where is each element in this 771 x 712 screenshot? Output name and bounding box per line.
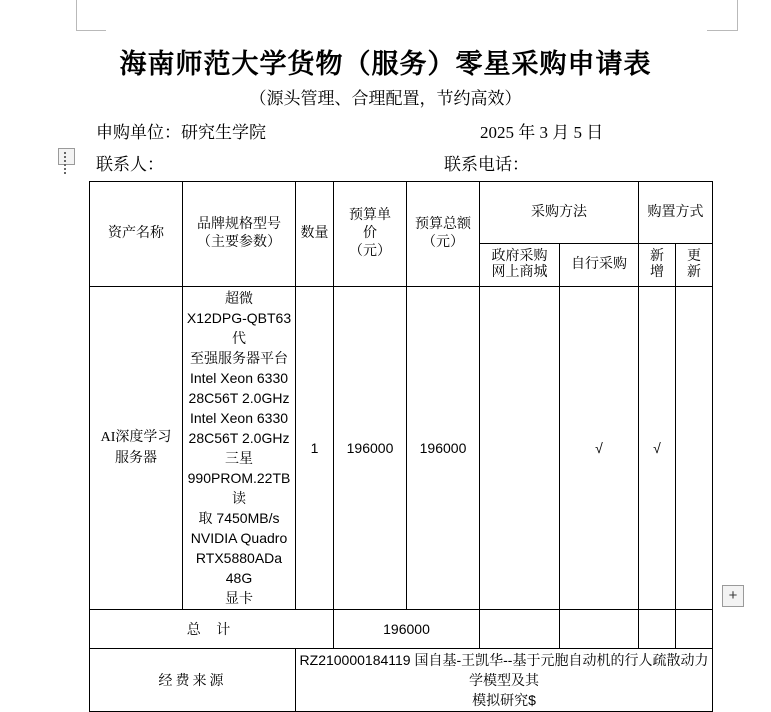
drag-dots-icon (64, 152, 69, 163)
contact-row (96, 150, 716, 176)
add-row-button[interactable]: + (722, 585, 744, 607)
header-gov-online-mall-line2: 网上商城 (491, 265, 548, 280)
header-unit-budget-line3: （元） (349, 244, 391, 259)
spec-line-3: 至强服务器平台 (190, 350, 288, 366)
header-total-budget (407, 182, 480, 287)
applicant-unit (96, 118, 266, 143)
header-gov-online-mall-line1: 政府采购 (491, 249, 548, 264)
funding-source-value-line2: 模拟研究$ (472, 692, 536, 708)
table-total-row (90, 610, 713, 649)
cell-self-purchase: √ (560, 287, 639, 610)
header-new (639, 244, 676, 287)
header-unit-budget-line2: 价 (363, 226, 377, 241)
cell-unit-price: 196000 (334, 287, 407, 610)
application-date: 2025 年 3 月 5 日 (480, 123, 604, 142)
spec-line-4: Intel Xeon 6330 (189, 370, 289, 386)
cell-gov-online-mall (480, 287, 560, 610)
cell-asset-name-line1: AI深度学习 (100, 430, 172, 445)
purchase-table (89, 181, 713, 712)
header-quantity: 数量 (296, 182, 334, 287)
funding-source-value (296, 649, 713, 712)
funding-source-value-line1: RZ210000184119 国自基-王凯华--基于元胞自动机的行人疏散动力学模型及其 (299, 652, 709, 688)
spec-line-5: 28C56T 2.0GHz (188, 390, 290, 406)
spec-line-11: NVIDIA Quadro (190, 530, 288, 546)
funding-source-label: 经费来源 (90, 649, 296, 712)
spec-line-13: 显卡 (225, 590, 253, 606)
total-renew (676, 610, 713, 649)
header-brand-spec (183, 182, 296, 287)
spec-line-7: 28C56T 2.0GHz (188, 430, 290, 446)
page-guide-top-left-horizontal (76, 30, 106, 31)
spec-line-10: 取 7450MB/s (198, 510, 280, 526)
table-row (90, 287, 713, 610)
page-title: 海南师范大学货物（服务）零星采购申请表 (119, 49, 652, 79)
contact-person-label: 联系人： (96, 155, 164, 174)
header-new-line2: 增 (650, 265, 664, 280)
page-subtitle: （源头管理、合理配置，节约高效） (249, 89, 522, 108)
total-label: 总 计 (90, 610, 334, 649)
header-brand-spec-line2: （主要参数） (197, 235, 281, 250)
page-guide-top-right-horizontal (707, 30, 738, 31)
spec-line-6: Intel Xeon 6330 (189, 410, 289, 426)
contact-phone-label: 联系电话： (444, 155, 529, 174)
total-new (639, 610, 676, 649)
header-renew-line2: 新 (687, 265, 701, 280)
table-funding-source-row (90, 649, 713, 712)
table-move-handle[interactable] (58, 148, 75, 165)
header-brand-spec-line1: 品牌规格型号 (197, 217, 281, 232)
page-guide-top-left-vertical (76, 0, 77, 30)
header-self-purchase: 自行采购 (560, 244, 639, 287)
total-value: 196000 (334, 610, 480, 649)
header-purchase-method: 采购方法 (480, 182, 639, 244)
spec-line-2: X12DPG-QBT63 代 (186, 310, 292, 346)
header-new-line1: 新 (650, 249, 664, 264)
header-asset-name: 资产名称 (90, 182, 183, 287)
table-header-row-1 (90, 182, 713, 244)
cell-renew (676, 287, 713, 610)
header-total-budget-line2: （元） (422, 235, 464, 250)
cell-brand-spec (183, 287, 296, 610)
cell-asset-name (90, 287, 183, 610)
spec-line-1: 超微 (225, 290, 253, 306)
meta-row (96, 118, 716, 144)
header-gov-online-mall (480, 244, 560, 287)
header-total-budget-line1: 预算总额 (415, 217, 471, 232)
header-purchase-type: 购置方式 (639, 182, 713, 244)
spec-line-8: 三星 (225, 450, 253, 466)
header-unit-budget-line1: 预算单 (349, 208, 391, 223)
applicant-unit-label: 申购单位： (96, 123, 181, 142)
page-guide-top-right-vertical (737, 0, 738, 30)
header-unit-budget (334, 182, 407, 287)
cell-quantity: 1 (296, 287, 334, 610)
spec-line-12: RTX5880ADa 48G (195, 550, 283, 586)
total-self-purchase (560, 610, 639, 649)
header-renew-line1: 更 (687, 249, 701, 264)
header-renew (676, 244, 713, 287)
total-gov-online-mall (480, 610, 560, 649)
cell-total-price: 196000 (407, 287, 480, 610)
spec-line-9: 990PROM.22TB 读 (187, 470, 291, 506)
applicant-unit-value: 研究生学院 (181, 123, 266, 142)
cell-new: √ (639, 287, 676, 610)
cell-asset-name-line2: 服务器 (115, 451, 157, 466)
